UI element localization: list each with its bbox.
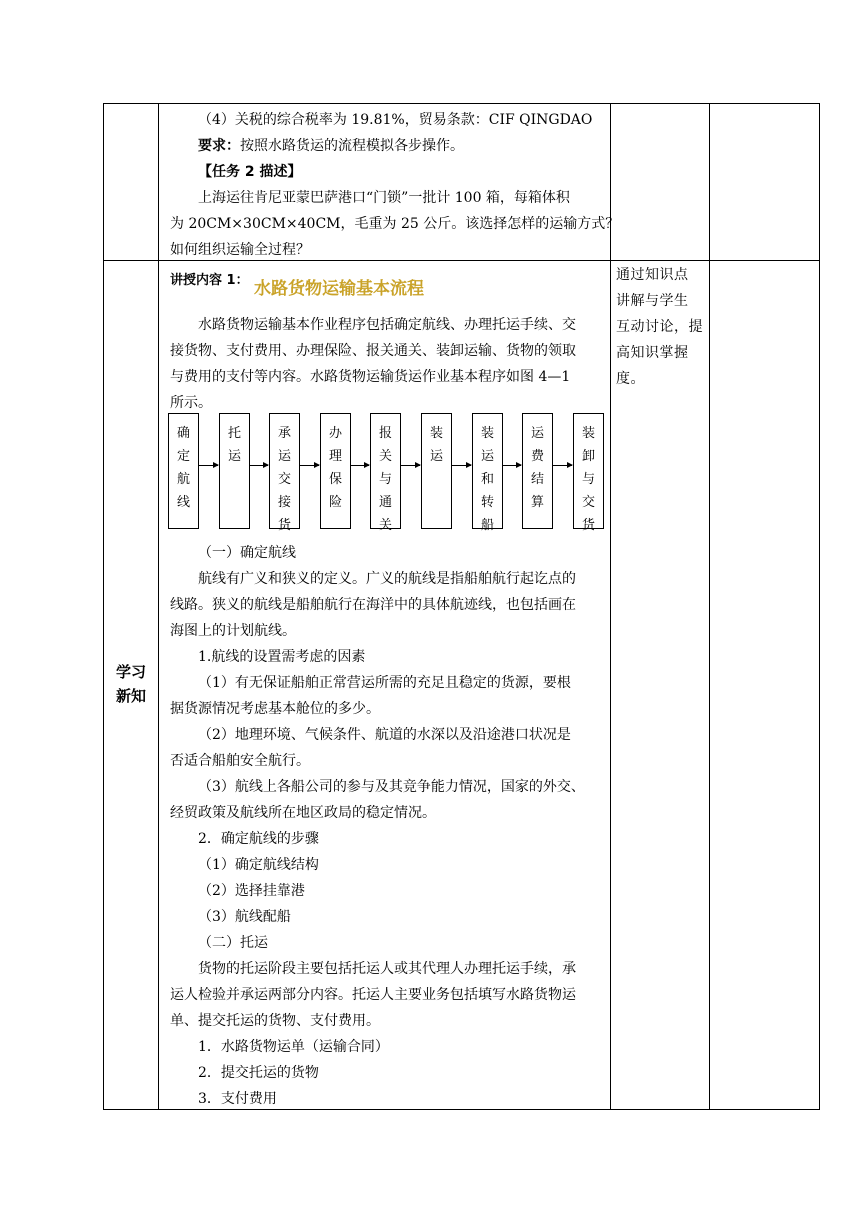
intro-line: 与费用的支付等内容。水路货物运输货运作业基本程序如图 4—1	[170, 369, 571, 385]
flow-step-box	[269, 413, 300, 533]
step-item: （3）航线配船	[198, 909, 291, 925]
task2-title: 【任务 2 描述】	[198, 164, 302, 180]
flow-step-char: 确	[176, 426, 190, 441]
section2-title: （二）托运	[198, 935, 268, 951]
section-label-line: 学习	[115, 663, 146, 681]
requirement-line	[198, 133, 464, 159]
flow-step-box	[522, 413, 553, 529]
section1-para-line: 海图上的计划航线。	[170, 623, 296, 639]
section2-item: 1．水路货物运单（运输合同）	[198, 1039, 389, 1055]
factor-line: 据货源情况考虑基本舱位的多少。	[170, 701, 380, 717]
intro-line: 水路货物运输基本作业程序包括确定航线、办理托运手续、交	[198, 317, 576, 333]
note-line: 通过知识点	[616, 267, 689, 283]
flow-step-char: 货	[277, 518, 291, 533]
table-col-line	[103, 103, 104, 1110]
flow-step-char: 运	[480, 449, 494, 464]
flow-step-char: 转	[480, 495, 494, 510]
flow-step-char: 费	[530, 449, 544, 464]
table-col-line	[819, 103, 820, 1110]
lecture-label: 讲授内容 1：	[170, 273, 249, 288]
flow-step-char: 装	[429, 426, 443, 441]
tax-rate-line: （4）关税的综合税率为 19.81%，贸易条款：CIF QINGDAO	[198, 112, 593, 128]
flow-step-char: 货	[581, 518, 595, 533]
note-line: 互动讨论，提	[616, 319, 703, 335]
flow-step-char: 托	[227, 426, 241, 441]
flow-step-box	[421, 413, 452, 529]
lecture-title: 水路货物运输基本流程	[254, 279, 424, 299]
factors-heading: 1.航线的设置需考虑的因素	[198, 649, 366, 665]
flow-step-char: 卸	[581, 449, 595, 464]
flow-step-box	[370, 413, 401, 533]
flow-step-char: 结	[530, 472, 544, 487]
flow-arrow	[199, 465, 218, 466]
flow-arrow	[553, 465, 572, 466]
task2-line: 为 20CM×30CM×40CM，毛重为 25 公斤。该选择怎样的运输方式？	[170, 216, 620, 232]
flow-step-char: 关	[378, 449, 392, 464]
flow-step-char: 与	[378, 472, 392, 487]
step-item: （1）确定航线结构	[198, 857, 319, 873]
table-col-line	[709, 103, 710, 1110]
task2-line: 上海运往肯尼亚蒙巴萨港口“门锁”一批计 100 箱，每箱体积	[198, 190, 570, 206]
flow-arrow	[351, 465, 369, 466]
flow-step-char: 算	[530, 495, 544, 510]
flow-step-char: 线	[176, 495, 190, 510]
flow-step-box	[573, 413, 604, 533]
flow-step-char: 运	[227, 449, 241, 464]
flow-step-box	[320, 413, 351, 529]
flow-step-char: 定	[176, 449, 190, 464]
table-col-line	[610, 103, 611, 1110]
flow-step-char: 船	[480, 518, 494, 533]
factor-line: 经贸政策及航线所在地区政局的稳定情况。	[170, 805, 436, 821]
requirement-text: 按照水路货运的流程模拟各步操作。	[240, 138, 464, 154]
requirement-label: 要求：	[198, 138, 240, 154]
section2-para-line: 运人检验并承运两部分内容。托运人主要业务包括填写水路货物运	[170, 987, 576, 1003]
flow-arrow	[250, 465, 268, 466]
flow-step-char: 承	[277, 426, 291, 441]
flow-step-char: 交	[277, 472, 291, 487]
section2-item: 2．提交托运的货物	[198, 1065, 319, 1081]
section1-title: （一）确定航线	[198, 545, 296, 561]
section-label	[104, 660, 158, 708]
flow-step-char: 装	[480, 426, 494, 441]
flow-arrow	[300, 465, 319, 466]
flow-step-char: 航	[176, 472, 190, 487]
steps-heading: 2．确定航线的步骤	[198, 831, 319, 847]
section2-para-line: 货物的托运阶段主要包括托运人或其代理人办理托运手续，承	[198, 961, 576, 977]
flow-step-char: 和	[480, 472, 494, 487]
factor-line: （2）地理环境、气候条件、航道的水深以及沿途港口状况是	[198, 727, 571, 743]
section1-para-line: 线路。狭义的航线是船舶航行在海洋中的具体航迹线，也包括画在	[170, 597, 576, 613]
flow-arrow	[503, 465, 521, 466]
flow-step-box	[168, 413, 199, 529]
flow-step-char: 运	[277, 449, 291, 464]
flow-step-char: 通	[378, 495, 392, 510]
flow-step-char: 关	[378, 518, 392, 533]
note-line: 度。	[616, 371, 645, 387]
flow-step-box	[219, 413, 250, 529]
flow-step-char: 运	[429, 449, 443, 464]
task2-line: 如何组织运输全过程？	[170, 242, 310, 258]
flow-step-char: 险	[328, 495, 342, 510]
note-line: 讲解与学生	[616, 293, 689, 309]
section2-item: 3．支付费用	[198, 1091, 277, 1107]
flow-step-char: 报	[378, 426, 392, 441]
intro-line: 接货物、支付费用、办理保险、报关通关、装卸运输、货物的领取	[170, 343, 576, 359]
factor-line: （3）航线上各船公司的参与及其竞争能力情况，国家的外交、	[198, 779, 585, 795]
flow-step-char: 办	[328, 426, 342, 441]
section1-para-line: 航线有广义和狭义的定义。广义的航线是指船舶航行起讫点的	[198, 571, 576, 587]
section-label-line: 新知	[115, 687, 146, 705]
intro-line: 所示。	[170, 395, 212, 411]
flow-step-char: 与	[581, 472, 595, 487]
flow-step-char: 运	[530, 426, 544, 441]
section2-para-line: 单、提交托运的货物、支付费用。	[170, 1013, 380, 1029]
table-col-line	[158, 103, 159, 1110]
flow-step-char: 保	[328, 472, 342, 487]
flow-step-char: 理	[328, 449, 342, 464]
flow-step-char: 装	[581, 426, 595, 441]
flow-step-box	[472, 413, 503, 533]
flow-arrow	[452, 465, 471, 466]
teaching-note	[616, 262, 708, 392]
flow-step-char: 交	[581, 495, 595, 510]
step-item: （2）选择挂靠港	[198, 883, 305, 899]
flow-arrow	[401, 465, 420, 466]
table-top-border	[103, 103, 819, 104]
factor-line: （1）有无保证船舶正常营运所需的充足且稳定的货源，要根	[198, 675, 571, 691]
factor-line: 否适合船舶安全航行。	[170, 753, 310, 769]
note-line: 高知识掌握	[616, 345, 689, 361]
flow-step-char: 接	[277, 495, 291, 510]
